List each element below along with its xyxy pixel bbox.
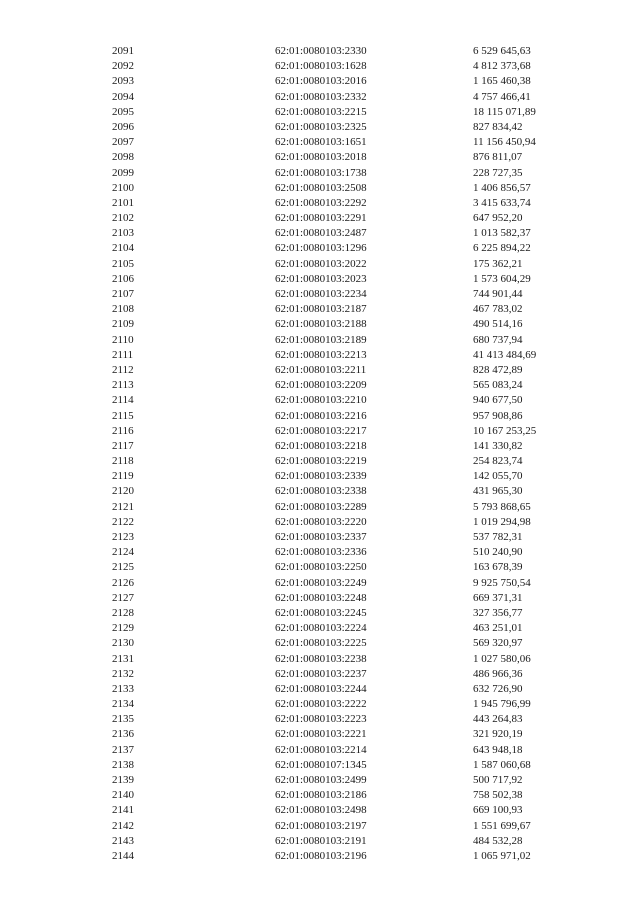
row-number-cell: 2141 [112,804,134,817]
cadastral-value-cell: 876 811,07 [473,151,523,164]
cadastral-value-cell: 1 019 294,98 [473,515,531,528]
table-row [112,697,572,712]
row-number-cell: 2101 [112,196,134,209]
row-number-cell: 2111 [112,348,134,361]
row-number-cell: 2102 [112,212,134,225]
cadastral-value-cell: 6 529 645,63 [473,45,531,57]
cadastral-number-cell: 62:01:0080103:2245 [275,606,367,619]
row-number-cell: 2118 [112,455,134,468]
cadastral-number-cell: 62:01:0080103:2249 [275,576,367,589]
table-row [112,90,572,105]
row-number-cell: 2138 [112,758,134,771]
cadastral-value-cell: 669 371,31 [473,591,523,604]
table-row [112,424,572,439]
cadastral-value-cell: 254 823,74 [473,455,523,468]
row-number-cell: 2096 [112,120,134,133]
table-row [112,712,572,727]
row-number-cell: 2095 [112,105,134,118]
cadastral-value-cell: 957 908,86 [473,409,523,422]
cadastral-number-cell: 62:01:0080103:2237 [275,667,367,680]
table-row [112,636,572,651]
cadastral-number-cell: 62:01:0080103:2223 [275,713,367,726]
cadastral-value-cell: 443 264,83 [473,713,523,726]
row-number-cell: 2126 [112,576,134,589]
cadastral-number-cell: 62:01:0080103:2337 [275,531,367,543]
row-number-cell: 2092 [112,60,134,73]
cadastral-value-cell: 327 356,77 [473,606,523,619]
cadastral-value-cell: 1 013 582,37 [473,227,531,240]
row-number-cell: 2098 [112,151,134,164]
cadastral-value-cell: 669 100,93 [473,804,523,817]
cadastral-value-cell: 484 532,28 [473,834,523,847]
cadastral-number-cell: 62:01:0080103:2498 [275,804,367,817]
row-number-cell: 2106 [112,272,134,285]
table-row [112,409,572,424]
row-number-cell: 2123 [112,531,134,543]
cadastral-number-cell: 62:01:0080103:2214 [275,743,367,756]
row-number-cell: 2133 [112,682,134,695]
table-row [112,272,572,287]
cadastral-number-cell: 62:01:0080103:1651 [275,136,367,149]
cadastral-value-cell: 490 514,16 [473,318,523,331]
cadastral-value-cell: 18 115 071,89 [473,105,536,118]
cadastral-value-cell: 41 413 484,69 [473,348,537,361]
row-number-cell: 2105 [112,257,134,270]
table-row [112,454,572,469]
table-row [112,59,572,74]
cadastral-number-cell: 62:01:0080103:2191 [275,834,367,847]
cadastral-value-cell: 6 225 894,22 [473,242,531,255]
table-row [112,773,572,788]
cadastral-number-cell: 62:01:0080103:2018 [275,151,367,164]
cadastral-value-cell: 1 573 604,29 [473,272,531,285]
cadastral-number-cell: 62:01:0080103:2217 [275,424,367,437]
cadastral-value-cell: 11 156 450,94 [473,136,536,149]
row-number-cell: 2097 [112,136,134,149]
row-number-cell: 2116 [112,424,134,437]
cadastral-value-cell: 321 920,19 [473,728,523,741]
row-number-cell: 2134 [112,698,134,711]
cadastral-value-cell: 758 502,38 [473,789,523,802]
cadastral-number-cell: 62:01:0080103:2188 [275,318,367,331]
cadastral-value-cell: 1 065 971,02 [473,849,531,862]
cadastral-number-cell: 62:01:0080103:2291 [275,212,367,225]
row-number-cell: 2110 [112,333,134,346]
cadastral-value-cell: 643 948,18 [473,743,523,756]
table-row [112,74,572,89]
cadastral-number-cell: 62:01:0080103:2244 [275,682,367,695]
cadastral-number-cell: 62:01:0080103:2189 [275,333,367,346]
table-row [112,743,572,758]
cadastral-value-cell: 175 362,21 [473,257,523,270]
table-row [112,834,572,849]
row-number-cell: 2135 [112,713,134,726]
cadastral-number-cell: 62:01:0080107:1345 [275,758,367,771]
cadastral-number-cell: 62:01:0080103:2221 [275,728,367,741]
row-number-cell: 2129 [112,622,134,635]
table-row [112,758,572,773]
cadastral-number-cell: 62:01:0080103:2222 [275,698,367,711]
cadastral-number-cell: 62:01:0080103:2332 [275,90,367,103]
cadastral-value-cell: 163 678,39 [473,561,523,574]
row-number-cell: 2122 [112,515,134,528]
table-row [112,439,572,454]
cadastral-number-cell: 62:01:0080103:2209 [275,379,367,392]
cadastral-value-cell: 1 587 060,68 [473,758,531,771]
row-number-cell: 2144 [112,849,134,862]
cadastral-value-cell: 940 677,50 [473,394,523,407]
row-number-cell: 2113 [112,379,134,392]
cadastral-number-cell: 62:01:0080103:1738 [275,166,367,179]
table-row [112,484,572,499]
table-row [112,181,572,196]
table-row [112,530,572,545]
row-number-cell: 2140 [112,789,134,802]
cadastral-value-cell: 565 083,24 [473,379,523,392]
cadastral-value-cell: 1 945 796,99 [473,698,531,711]
cadastral-value-cell: 828 472,89 [473,363,523,376]
table-row [112,788,572,803]
row-number-cell: 2100 [112,181,134,194]
cadastral-number-cell: 62:01:0080103:2292 [275,196,367,209]
table-row [112,560,572,575]
cadastral-number-cell: 62:01:0080103:2187 [275,303,367,316]
cadastral-number-cell: 62:01:0080103:2216 [275,409,367,422]
table-row [112,150,572,165]
table-row [112,196,572,211]
cadastral-number-cell: 62:01:0080103:2197 [275,819,367,832]
cadastral-number-cell: 62:01:0080103:2210 [275,394,367,407]
cadastral-value-cell: 463 251,01 [473,622,523,635]
cadastral-value-cell: 4 812 373,68 [473,60,531,73]
table-row [112,166,572,181]
row-number-cell: 2143 [112,834,134,847]
table-row [112,348,572,363]
cadastral-value-cell: 1 406 856,57 [473,181,531,194]
table-row [112,727,572,742]
cadastral-number-cell: 62:01:0080103:2238 [275,652,367,665]
cadastral-number-cell: 62:01:0080103:2218 [275,439,367,452]
row-number-cell: 2117 [112,439,134,452]
row-number-cell: 2131 [112,652,134,665]
row-number-cell: 2112 [112,363,134,376]
table-row [112,241,572,256]
cadastral-number-cell: 62:01:0080103:1628 [275,60,367,73]
cadastral-value-cell: 10 167 253,25 [473,424,537,437]
table-row [112,393,572,408]
row-number-cell: 2093 [112,75,134,88]
table-row [112,545,572,560]
cadastral-number-cell: 62:01:0080103:2215 [275,105,367,118]
cadastral-number-cell: 62:01:0080103:2508 [275,181,367,194]
cadastral-number-cell: 62:01:0080103:2186 [275,789,367,802]
table-row [112,469,572,484]
row-number-cell: 2128 [112,606,134,619]
cadastral-value-cell: 1 551 699,67 [473,819,531,832]
cadastral-number-cell: 62:01:0080103:2330 [275,45,367,57]
table-row [112,135,572,150]
table-row [112,576,572,591]
cadastral-number-cell: 62:01:0080103:2289 [275,500,367,513]
table-row [112,515,572,530]
cadastral-number-cell: 62:01:0080103:2499 [275,774,367,786]
cadastral-number-cell: 62:01:0080103:2338 [275,485,367,498]
table-row [112,500,572,515]
row-number-cell: 2104 [112,242,134,255]
row-number-cell: 2132 [112,667,134,680]
table-row [112,333,572,348]
cadastral-number-cell: 62:01:0080103:2022 [275,257,367,270]
cadastral-number-cell: 62:01:0080103:2325 [275,120,367,133]
cadastral-number-cell: 62:01:0080103:2487 [275,227,367,240]
row-number-cell: 2136 [112,728,134,741]
cadastral-value-cell: 486 966,36 [473,667,523,680]
table-row [112,378,572,393]
cadastral-number-cell: 62:01:0080103:2220 [275,515,367,528]
cadastral-number-cell: 62:01:0080103:2211 [275,363,367,376]
table-row [112,803,572,818]
row-number-cell: 2119 [112,470,134,483]
cadastral-value-cell: 142 055,70 [473,470,523,483]
table-row [112,667,572,682]
table-row [112,652,572,667]
cadastral-value-cell: 141 330,82 [473,439,523,452]
table-row [112,44,572,59]
row-number-cell: 2107 [112,288,134,300]
row-number-cell: 2114 [112,394,134,407]
table-row [112,682,572,697]
row-number-cell: 2127 [112,591,134,604]
cadastral-value-cell: 569 320,97 [473,637,523,650]
table-row [112,363,572,378]
cadastral-value-cell: 4 757 466,41 [473,90,531,103]
cadastral-value-cell: 1 027 580,06 [473,652,531,665]
cadastral-value-cell: 5 793 868,65 [473,500,531,513]
cadastral-number-cell: 62:01:0080103:2339 [275,470,367,483]
table-row [112,257,572,272]
cadastral-number-cell: 62:01:0080103:1296 [275,242,367,255]
cadastral-value-cell: 537 782,31 [473,531,523,543]
cadastral-number-cell: 62:01:0080103:2225 [275,637,367,650]
row-number-cell: 2108 [112,303,134,316]
cadastral-value-cell: 744 901,44 [473,288,523,300]
cadastral-value-cell: 9 925 750,54 [473,576,531,589]
table-row [112,606,572,621]
cadastral-number-cell: 62:01:0080103:2250 [275,561,367,574]
row-number-cell: 2091 [112,45,134,57]
cadastral-value-cell: 827 834,42 [473,120,523,133]
table-row [112,591,572,606]
cadastral-value-cell: 228 727,35 [473,166,523,179]
row-number-cell: 2109 [112,318,134,331]
cadastral-value-cell: 500 717,92 [473,774,523,786]
table-row [112,226,572,241]
cadastral-value-cell: 467 783,02 [473,303,523,316]
row-number-cell: 2130 [112,637,134,650]
cadastral-number-cell: 62:01:0080103:2224 [275,622,367,635]
row-number-cell: 2115 [112,409,134,422]
table-row [112,819,572,834]
table-row [112,120,572,135]
cadastral-number-cell: 62:01:0080103:2023 [275,272,367,285]
cadastral-number-cell: 62:01:0080103:2219 [275,455,367,468]
row-number-cell: 2099 [112,166,134,179]
cadastral-number-cell: 62:01:0080103:2016 [275,75,367,88]
cadastral-value-table [112,44,572,864]
cadastral-number-cell: 62:01:0080103:2234 [275,288,367,300]
cadastral-value-cell: 647 952,20 [473,212,523,225]
cadastral-number-cell: 62:01:0080103:2196 [275,849,367,862]
row-number-cell: 2125 [112,561,134,574]
table-row [112,211,572,226]
cadastral-value-cell: 510 240,90 [473,546,523,559]
row-number-cell: 2137 [112,743,134,756]
cadastral-value-cell: 1 165 460,38 [473,75,531,88]
row-number-cell: 2121 [112,500,134,513]
table-row [112,287,572,302]
table-row [112,621,572,636]
table-row [112,302,572,317]
table-row [112,317,572,332]
cadastral-value-cell: 680 737,94 [473,333,523,346]
cadastral-number-cell: 62:01:0080103:2248 [275,591,367,604]
table-row [112,105,572,120]
row-number-cell: 2124 [112,546,134,559]
cadastral-value-cell: 431 965,30 [473,485,523,498]
row-number-cell: 2094 [112,90,134,103]
table-row [112,849,572,864]
cadastral-number-cell: 62:01:0080103:2336 [275,546,367,559]
row-number-cell: 2139 [112,774,134,786]
cadastral-value-cell: 3 415 633,74 [473,196,531,209]
cadastral-value-cell: 632 726,90 [473,682,523,695]
cadastral-number-cell: 62:01:0080103:2213 [275,348,367,361]
row-number-cell: 2120 [112,485,134,498]
row-number-cell: 2142 [112,819,134,832]
row-number-cell: 2103 [112,227,134,240]
